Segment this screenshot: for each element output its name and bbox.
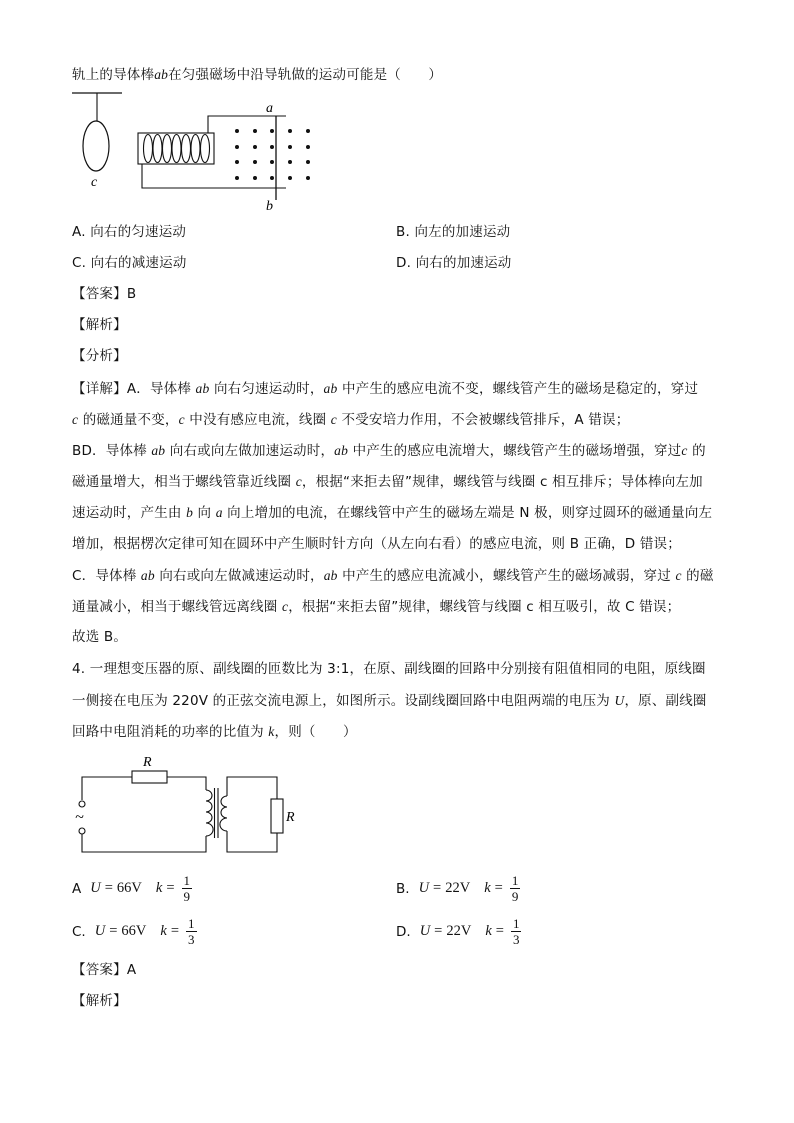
coil-turn — [172, 135, 181, 163]
field-dot — [270, 176, 274, 180]
field-dot — [288, 176, 292, 180]
field-dot — [235, 176, 239, 180]
field-dot — [306, 160, 310, 164]
coil-turn — [182, 135, 191, 163]
q3-detail-line-4: 磁通量增大，相当于螺线管靠近线圈 c，根据“来拒去留”规律，螺线管与线圈 c 相互排斥；导体棒向左加 — [72, 474, 703, 490]
field-dot — [288, 160, 292, 164]
field-dot — [253, 160, 257, 164]
q4-option-a[interactable]: A U = 66V k = $\frac{1}{9}$ — [72, 873, 191, 904]
q4-option-b[interactable]: B. U = 22V k = $\frac{1}{9}$ — [396, 873, 519, 904]
field-dot — [235, 160, 239, 164]
q3-detail-line-8: 通量减小，相当于螺线管远离线圈 c，根据“来拒去留”规律，螺线管与线圈 c 相互吸引，故 C 错误； — [72, 599, 681, 615]
q3-detail-line-6: 增加，根据楞次定律可知在圆环中产生顺时针方向（从左向右看）的感应电流，则 B 正确，D 错误； — [72, 536, 681, 552]
resistor-secondary — [271, 799, 283, 833]
q4-analysis-label: 【解析】 — [72, 993, 127, 1009]
ac-source-icon: ~ — [75, 809, 84, 826]
solenoid-coils — [144, 135, 210, 163]
r2-label: R — [286, 810, 295, 825]
q4-figure — [70, 752, 310, 858]
field-dot — [270, 145, 274, 149]
field-dot — [235, 129, 239, 133]
coil-turn — [201, 135, 210, 163]
magnetic-field-dots — [235, 129, 310, 180]
q3-option-d[interactable]: D. 向右的加速运动 — [396, 255, 512, 271]
q3-answer: 【答案】B — [72, 286, 137, 302]
q4-stem-line-1: 4. 一理想变压器的原、副线圈的匝数比为 3:1，在原、副线圈的回路中分别接有阻值相同的电阻，原线圈 — [72, 661, 706, 677]
coil-turn — [153, 135, 162, 163]
field-dot — [270, 160, 274, 164]
q4-stem-line-3: 回路中电阻消耗的功率的比值为 k，则（ ） — [72, 724, 357, 740]
q3-option-b[interactable]: B. 向左的加速运动 — [396, 224, 511, 240]
r1-label: R — [143, 755, 152, 770]
label-b: b — [266, 199, 273, 214]
primary-coil — [206, 790, 213, 836]
field-dot — [306, 129, 310, 133]
q3-option-a[interactable]: A. 向右的匀速运动 — [72, 224, 187, 240]
q3-figure — [70, 88, 330, 218]
coil-turn — [163, 135, 172, 163]
q3-detail-line-2: c 的磁通量不变，c 中没有感应电流，线圈 c 不受安培力作用，不会被螺线管排斥，A 错误； — [72, 412, 630, 428]
q4-option-d[interactable]: D. U = 22V k = $\frac{1}{3}$ — [396, 916, 520, 947]
q3-detail-line-1: 【详解】A．导体棒 ab 向右匀速运动时，ab 中产生的感应电流不变，螺线管产生的磁场是稳定的，穿过 — [72, 381, 699, 397]
q3-detail-line-7: C．导体棒 ab 向右或向左做减速运动时，ab 中产生的感应电流减小，螺线管产生的磁场减弱，穿过 c 的磁 — [72, 568, 714, 584]
q4-option-c[interactable]: C. U = 66V k = $\frac{1}{3}$ — [72, 916, 195, 947]
secondary-coil — [220, 796, 227, 831]
field-dot — [306, 176, 310, 180]
label-c: c — [91, 175, 98, 190]
coil-turn — [144, 135, 153, 163]
field-dot — [270, 129, 274, 133]
field-dot — [253, 145, 257, 149]
source-terminal-top — [79, 801, 85, 807]
q3-fenxi-label: 【分析】 — [72, 348, 127, 364]
q4-answer: 【答案】A — [72, 962, 137, 978]
field-dot — [306, 145, 310, 149]
q3-option-c[interactable]: C. 向右的减速运动 — [72, 255, 187, 271]
q3-detail-line-5: 速运动时，产生由 b 向 a 向上增加的电流，在螺线管中产生的磁场左端是 N 极，则穿过圆环的磁通量向左 — [72, 505, 713, 521]
ring-c — [83, 121, 109, 171]
bottom-rail — [142, 164, 286, 188]
field-dot — [288, 129, 292, 133]
resistor-primary — [132, 771, 167, 783]
field-dot — [288, 145, 292, 149]
q3-detail-line-3: BD．导体棒 ab 向右或向左做加速运动时，ab 中产生的感应电流增大，螺线管产生的磁场增强，穿过c 的 — [72, 443, 706, 459]
top-rail — [208, 116, 286, 133]
coil-turn — [191, 135, 200, 163]
label-a: a — [266, 101, 273, 116]
q3-stem: 轨上的导体棒ab在匀强磁场中沿导轨做的运动可能是（ ） — [72, 67, 443, 83]
source-terminal-bottom — [79, 828, 85, 834]
q4-stem-line-2: 一侧接在电压为 220V 的正弦交流电源上，如图所示。设副线圈回路中电阻两端的电压为 U，原、副线圈 — [72, 693, 707, 709]
field-dot — [253, 176, 257, 180]
field-dot — [253, 129, 257, 133]
field-dot — [235, 145, 239, 149]
q3-detail-line-9: 故选 B。 — [72, 629, 128, 645]
q3-analysis-label: 【解析】 — [72, 317, 127, 333]
